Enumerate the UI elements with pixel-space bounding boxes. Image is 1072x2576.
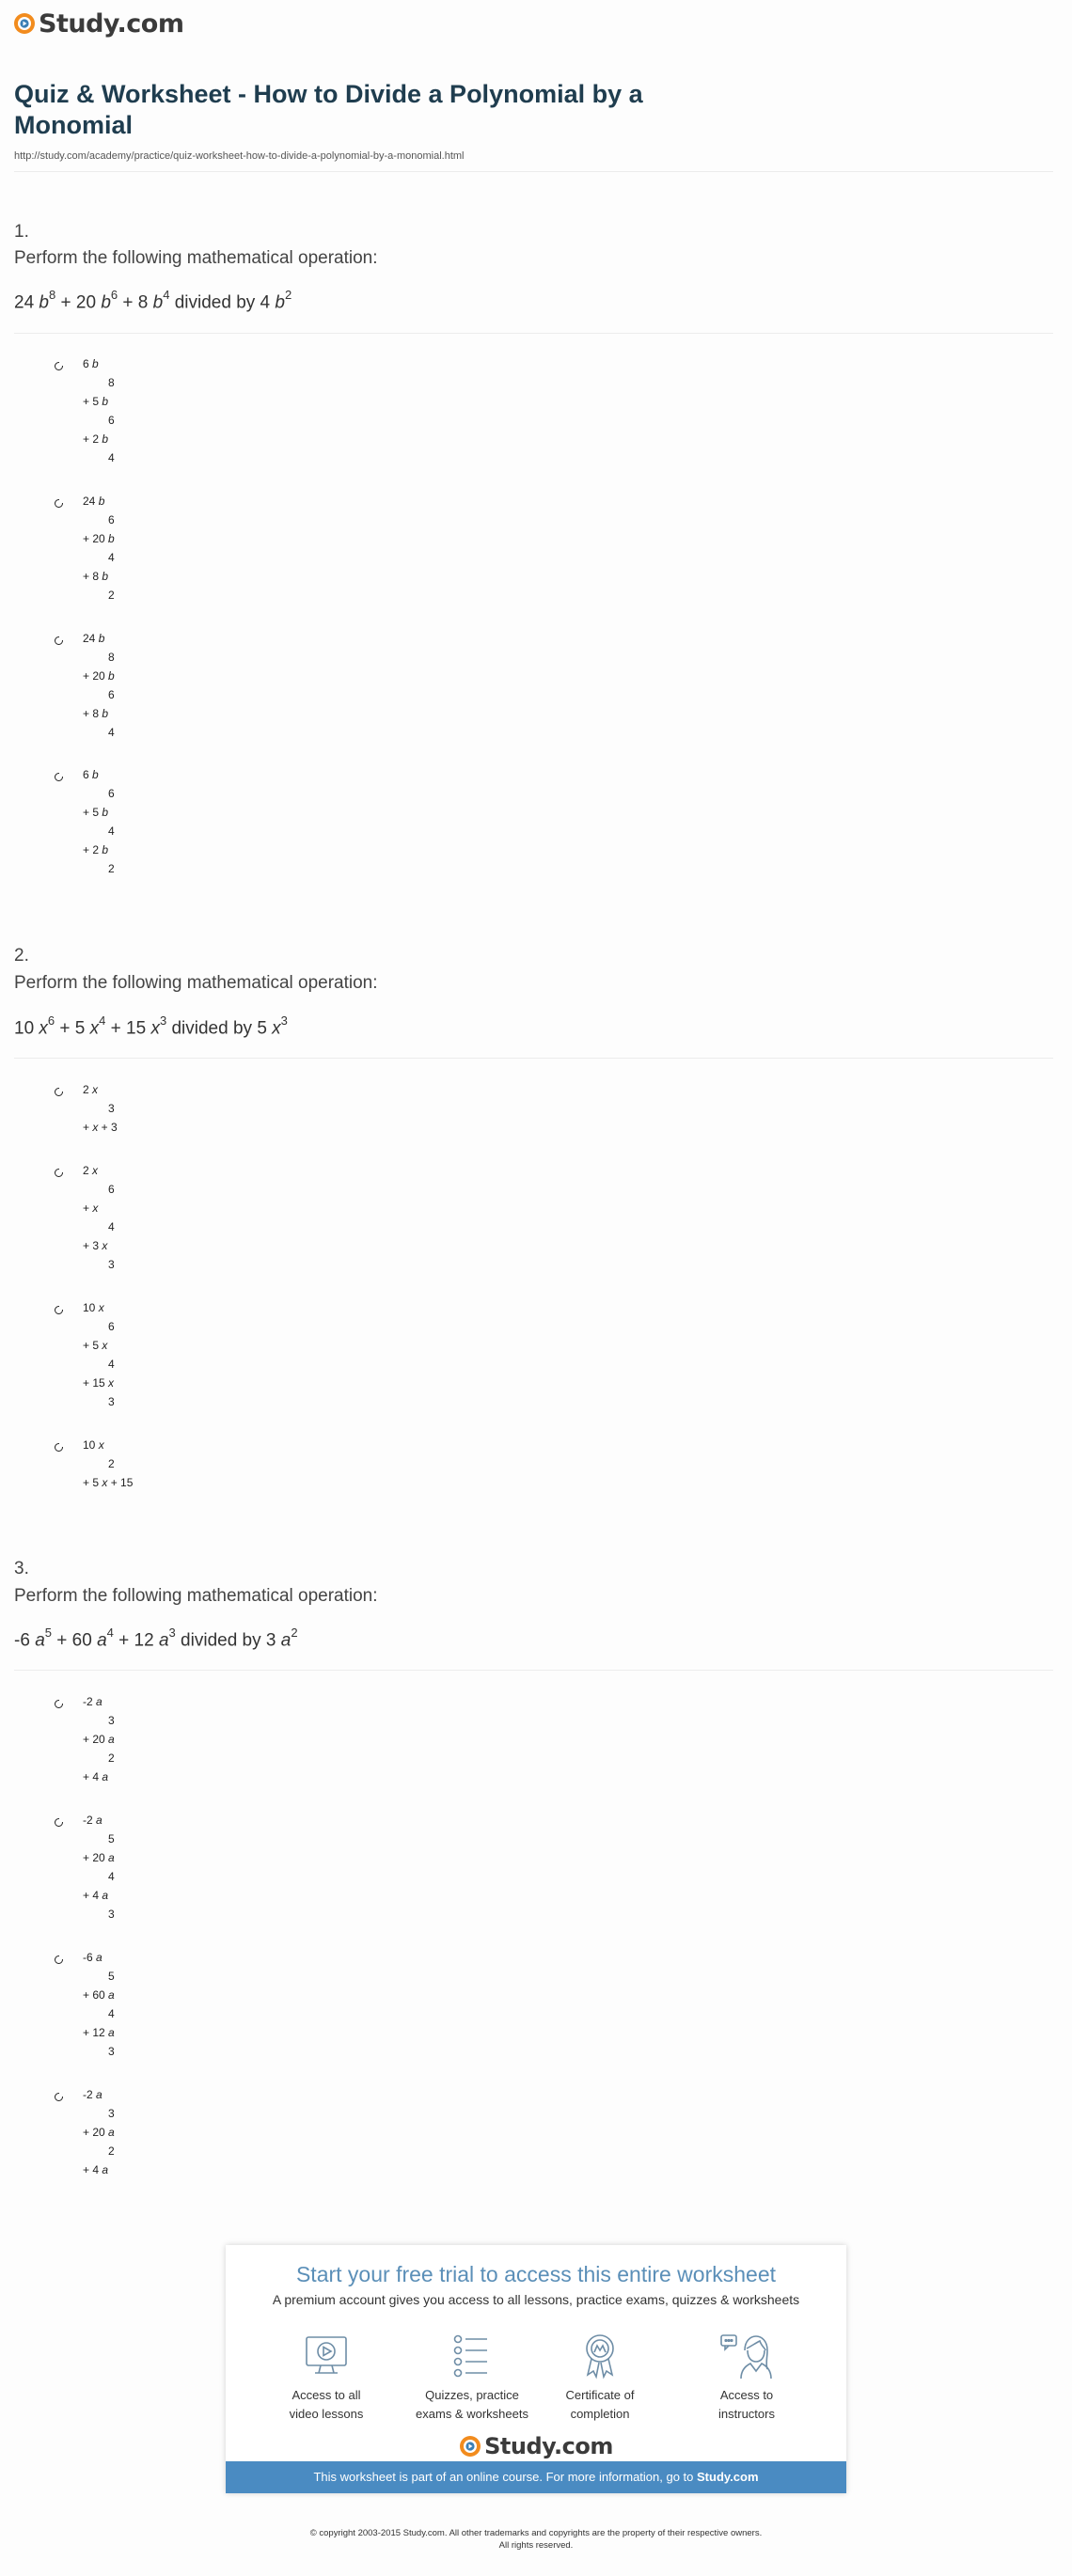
feature-label-line1: Quizzes, practice xyxy=(425,2388,519,2402)
answer-radio[interactable] xyxy=(55,499,63,508)
checklist-icon xyxy=(448,2332,497,2380)
free-trial-panel xyxy=(226,2245,846,2493)
feature-label-line2: exams & worksheets xyxy=(416,2407,528,2421)
answer-term: -2 a xyxy=(83,1814,102,1827)
study-logo-text: Study.com xyxy=(39,8,184,39)
answer-term: + 20 a xyxy=(83,1851,115,1864)
answer-exponent: 4 xyxy=(108,451,115,464)
answer-term: + x + 3 xyxy=(83,1121,118,1134)
answer-term: 2 x xyxy=(83,1164,99,1177)
expression-term: + 15 xyxy=(105,1018,151,1039)
cta-logo[interactable] xyxy=(226,2433,846,2459)
expression-term: + 60 xyxy=(52,1630,98,1651)
answer-exponent: 4 xyxy=(108,2007,115,2020)
answer-term: + 20 a xyxy=(83,2126,115,2139)
question-prompt: Perform the following mathematical operation: xyxy=(14,248,378,268)
feature-label-line1: Certificate of xyxy=(565,2388,635,2402)
copyright xyxy=(0,2527,1072,2552)
cta-title: Start your free trial to access this entire worksheet xyxy=(295,2262,777,2286)
expression-variable: b xyxy=(39,292,49,313)
study-logo-icon xyxy=(459,2435,481,2458)
expression-exponent: 2 xyxy=(291,1626,298,1640)
answer-term: 24 b xyxy=(83,632,105,645)
question-divider xyxy=(14,1670,1053,1671)
feature-certificate xyxy=(534,2332,666,2424)
expression-term: + 20 xyxy=(55,292,102,313)
answer-exponent: 3 xyxy=(108,1102,115,1115)
cta-footer-link[interactable]: Study.com xyxy=(697,2470,759,2484)
header-divider xyxy=(14,171,1053,172)
copyright-line1: © copyright 2003-2015 Study.com. All other trademarks and copyrights are the property of their respective owners. xyxy=(309,2528,763,2538)
answer-exponent: 3 xyxy=(108,1714,115,1727)
feature-label-line2: video lessons xyxy=(289,2407,364,2421)
answer-term: 24 b xyxy=(83,495,105,508)
answer-radio[interactable] xyxy=(55,1169,63,1177)
answer-exponent: 8 xyxy=(108,376,115,389)
answer-exponent: 4 xyxy=(108,726,115,739)
answer-term: -2 a xyxy=(83,2088,102,2101)
answer-exponent: 6 xyxy=(108,787,115,800)
answer-radio[interactable] xyxy=(55,1956,63,1964)
expression-term: divided by 3 xyxy=(175,1630,281,1651)
answer-exponent: 6 xyxy=(108,513,115,526)
answer-term: 6 b xyxy=(83,357,99,370)
answer-term: + 5 b xyxy=(83,395,109,408)
expression-exponent: 8 xyxy=(49,288,56,302)
expression-variable: x xyxy=(272,1018,281,1039)
expression-term: + 8 xyxy=(118,292,153,313)
answer-radio[interactable] xyxy=(55,1700,63,1708)
answer-exponent: 3 xyxy=(108,1908,115,1921)
expression-term: divided by 4 xyxy=(169,292,276,313)
expression-exponent: 5 xyxy=(44,1626,52,1640)
answer-exponent: 4 xyxy=(108,1358,115,1371)
answer-exponent: 4 xyxy=(108,1870,115,1883)
answer-exponent: 6 xyxy=(108,1183,115,1196)
answer-exponent: 6 xyxy=(108,414,115,427)
feature-instructors xyxy=(681,2332,812,2424)
answer-exponent: 4 xyxy=(108,825,115,838)
expression-variable: b xyxy=(275,292,285,313)
answer-exponent: 3 xyxy=(108,1395,115,1408)
answer-term: -6 a xyxy=(83,1951,102,1964)
answer-term: 2 x xyxy=(83,1083,99,1096)
monitor-play-icon xyxy=(302,2332,351,2380)
answer-term: + 20 b xyxy=(83,532,115,545)
feature-quizzes xyxy=(406,2332,538,2424)
answer-radio[interactable] xyxy=(55,1306,63,1314)
question-divider xyxy=(14,333,1053,334)
expression-term: + 5 xyxy=(55,1018,90,1039)
answer-term: 10 x xyxy=(83,1301,104,1314)
answer-term: + 8 b xyxy=(83,707,109,720)
answer-radio[interactable] xyxy=(55,1088,63,1096)
expression-term: divided by 5 xyxy=(166,1018,273,1039)
answer-term: + 20 a xyxy=(83,1733,115,1746)
cta-logo-text: Study.com xyxy=(484,2433,613,2459)
expression-exponent: 2 xyxy=(284,288,292,302)
expression-exponent: 3 xyxy=(159,1013,167,1028)
expression-exponent: 4 xyxy=(163,288,170,302)
answer-term: 6 b xyxy=(83,768,99,781)
cta-subtitle: A premium account gives you access to all lessons, practice exams, quizzes & worksheets xyxy=(272,2292,800,2307)
answer-term: + 12 a xyxy=(83,2026,115,2039)
answer-exponent: 2 xyxy=(108,2144,115,2158)
expression-variable: a xyxy=(35,1630,45,1651)
feature-label-line1: Access to all xyxy=(292,2388,361,2402)
cta-footer-bar xyxy=(226,2461,846,2493)
expression-exponent: 6 xyxy=(110,288,118,302)
answer-term: + 5 b xyxy=(83,806,109,819)
answer-term: + x xyxy=(83,1202,99,1215)
instructor-icon xyxy=(718,2332,775,2380)
question-number: 3. xyxy=(14,1559,29,1579)
question-prompt: Perform the following mathematical operation: xyxy=(14,973,378,993)
feature-video-lessons xyxy=(260,2332,392,2424)
expression-term: 10 xyxy=(14,1018,39,1039)
cta-footer-text: This worksheet is part of an online course. For more information, go to xyxy=(313,2470,698,2484)
expression-variable: a xyxy=(158,1630,169,1651)
answer-exponent: 3 xyxy=(108,2045,115,2058)
answer-term: 10 x xyxy=(83,1438,104,1452)
expression-term: + 12 xyxy=(113,1630,159,1651)
expression-variable: a xyxy=(280,1630,292,1651)
answer-radio[interactable] xyxy=(55,2093,63,2101)
question-prompt: Perform the following mathematical operation: xyxy=(14,1586,378,1606)
expression-variable: x xyxy=(39,1018,48,1039)
question-expression xyxy=(14,1627,298,1651)
study-logo-icon xyxy=(13,12,36,35)
answer-term: + 2 b xyxy=(83,843,109,856)
expression-variable: a xyxy=(97,1630,107,1651)
feature-label-line1: Access to xyxy=(719,2388,774,2402)
feature-label-line2: instructors xyxy=(718,2407,775,2421)
study-logo[interactable] xyxy=(13,9,183,38)
answer-exponent: 6 xyxy=(108,1320,115,1333)
expression-variable: b xyxy=(152,292,164,313)
answer-term: + 5 x xyxy=(83,1339,108,1352)
answer-radio[interactable] xyxy=(55,362,63,370)
feature-label-line2: completion xyxy=(570,2407,630,2421)
answer-radio[interactable] xyxy=(55,1443,63,1452)
answer-exponent: 2 xyxy=(108,589,115,602)
answer-term: + 4 a xyxy=(83,2163,109,2176)
answer-exponent: 5 xyxy=(108,1970,115,1983)
answer-term: + 4 a xyxy=(83,1889,109,1902)
question-expression xyxy=(14,1015,288,1039)
page-url: http://study.com/academy/practice/quiz-worksheet-how-to-divide-a-polynomial-by-a-monomial.html xyxy=(14,150,465,162)
question-number: 2. xyxy=(14,946,29,966)
expression-exponent: 3 xyxy=(168,1626,176,1640)
page-title: Quiz & Worksheet - How to Divide a Polynomial by a Monomial xyxy=(14,80,643,139)
answer-term: + 8 b xyxy=(83,570,109,583)
certificate-icon xyxy=(575,2332,624,2380)
expression-exponent: 4 xyxy=(106,1626,114,1640)
answer-exponent: 2 xyxy=(108,862,115,875)
answer-exponent: 5 xyxy=(108,1832,115,1846)
expression-variable: x xyxy=(150,1018,160,1039)
answer-term: -2 a xyxy=(83,1695,102,1708)
answer-term: + 15 x xyxy=(83,1376,115,1390)
expression-exponent: 4 xyxy=(99,1013,106,1028)
answer-term: + 20 b xyxy=(83,669,115,683)
answer-term: + 3 x xyxy=(83,1239,108,1252)
expression-term: 24 xyxy=(14,292,39,313)
question-number: 1. xyxy=(14,222,29,242)
answer-term: + 4 a xyxy=(83,1770,109,1783)
copyright-line2: All rights reserved. xyxy=(498,2540,574,2551)
answer-exponent: 4 xyxy=(108,551,115,564)
answer-exponent: 4 xyxy=(108,1220,115,1233)
answer-exponent: 2 xyxy=(108,1457,115,1470)
answer-exponent: 3 xyxy=(108,2107,115,2120)
question-expression xyxy=(14,290,292,313)
answer-exponent: 8 xyxy=(108,651,115,664)
answer-term: + 2 b xyxy=(83,432,109,446)
answer-radio[interactable] xyxy=(55,1818,63,1827)
expression-exponent: 3 xyxy=(280,1013,288,1028)
answer-radio[interactable] xyxy=(55,773,63,781)
answer-exponent: 3 xyxy=(108,1258,115,1271)
expression-term: -6 xyxy=(14,1630,36,1651)
expression-exponent: 6 xyxy=(47,1013,55,1028)
answer-term: + 5 x + 15 xyxy=(83,1476,134,1489)
answer-exponent: 6 xyxy=(108,688,115,701)
answer-term: + 60 a xyxy=(83,1988,115,2002)
answer-radio[interactable] xyxy=(55,636,63,645)
expression-variable: x xyxy=(89,1018,100,1039)
answer-exponent: 2 xyxy=(108,1751,115,1765)
question-divider xyxy=(14,1058,1053,1059)
expression-variable: b xyxy=(101,292,111,313)
